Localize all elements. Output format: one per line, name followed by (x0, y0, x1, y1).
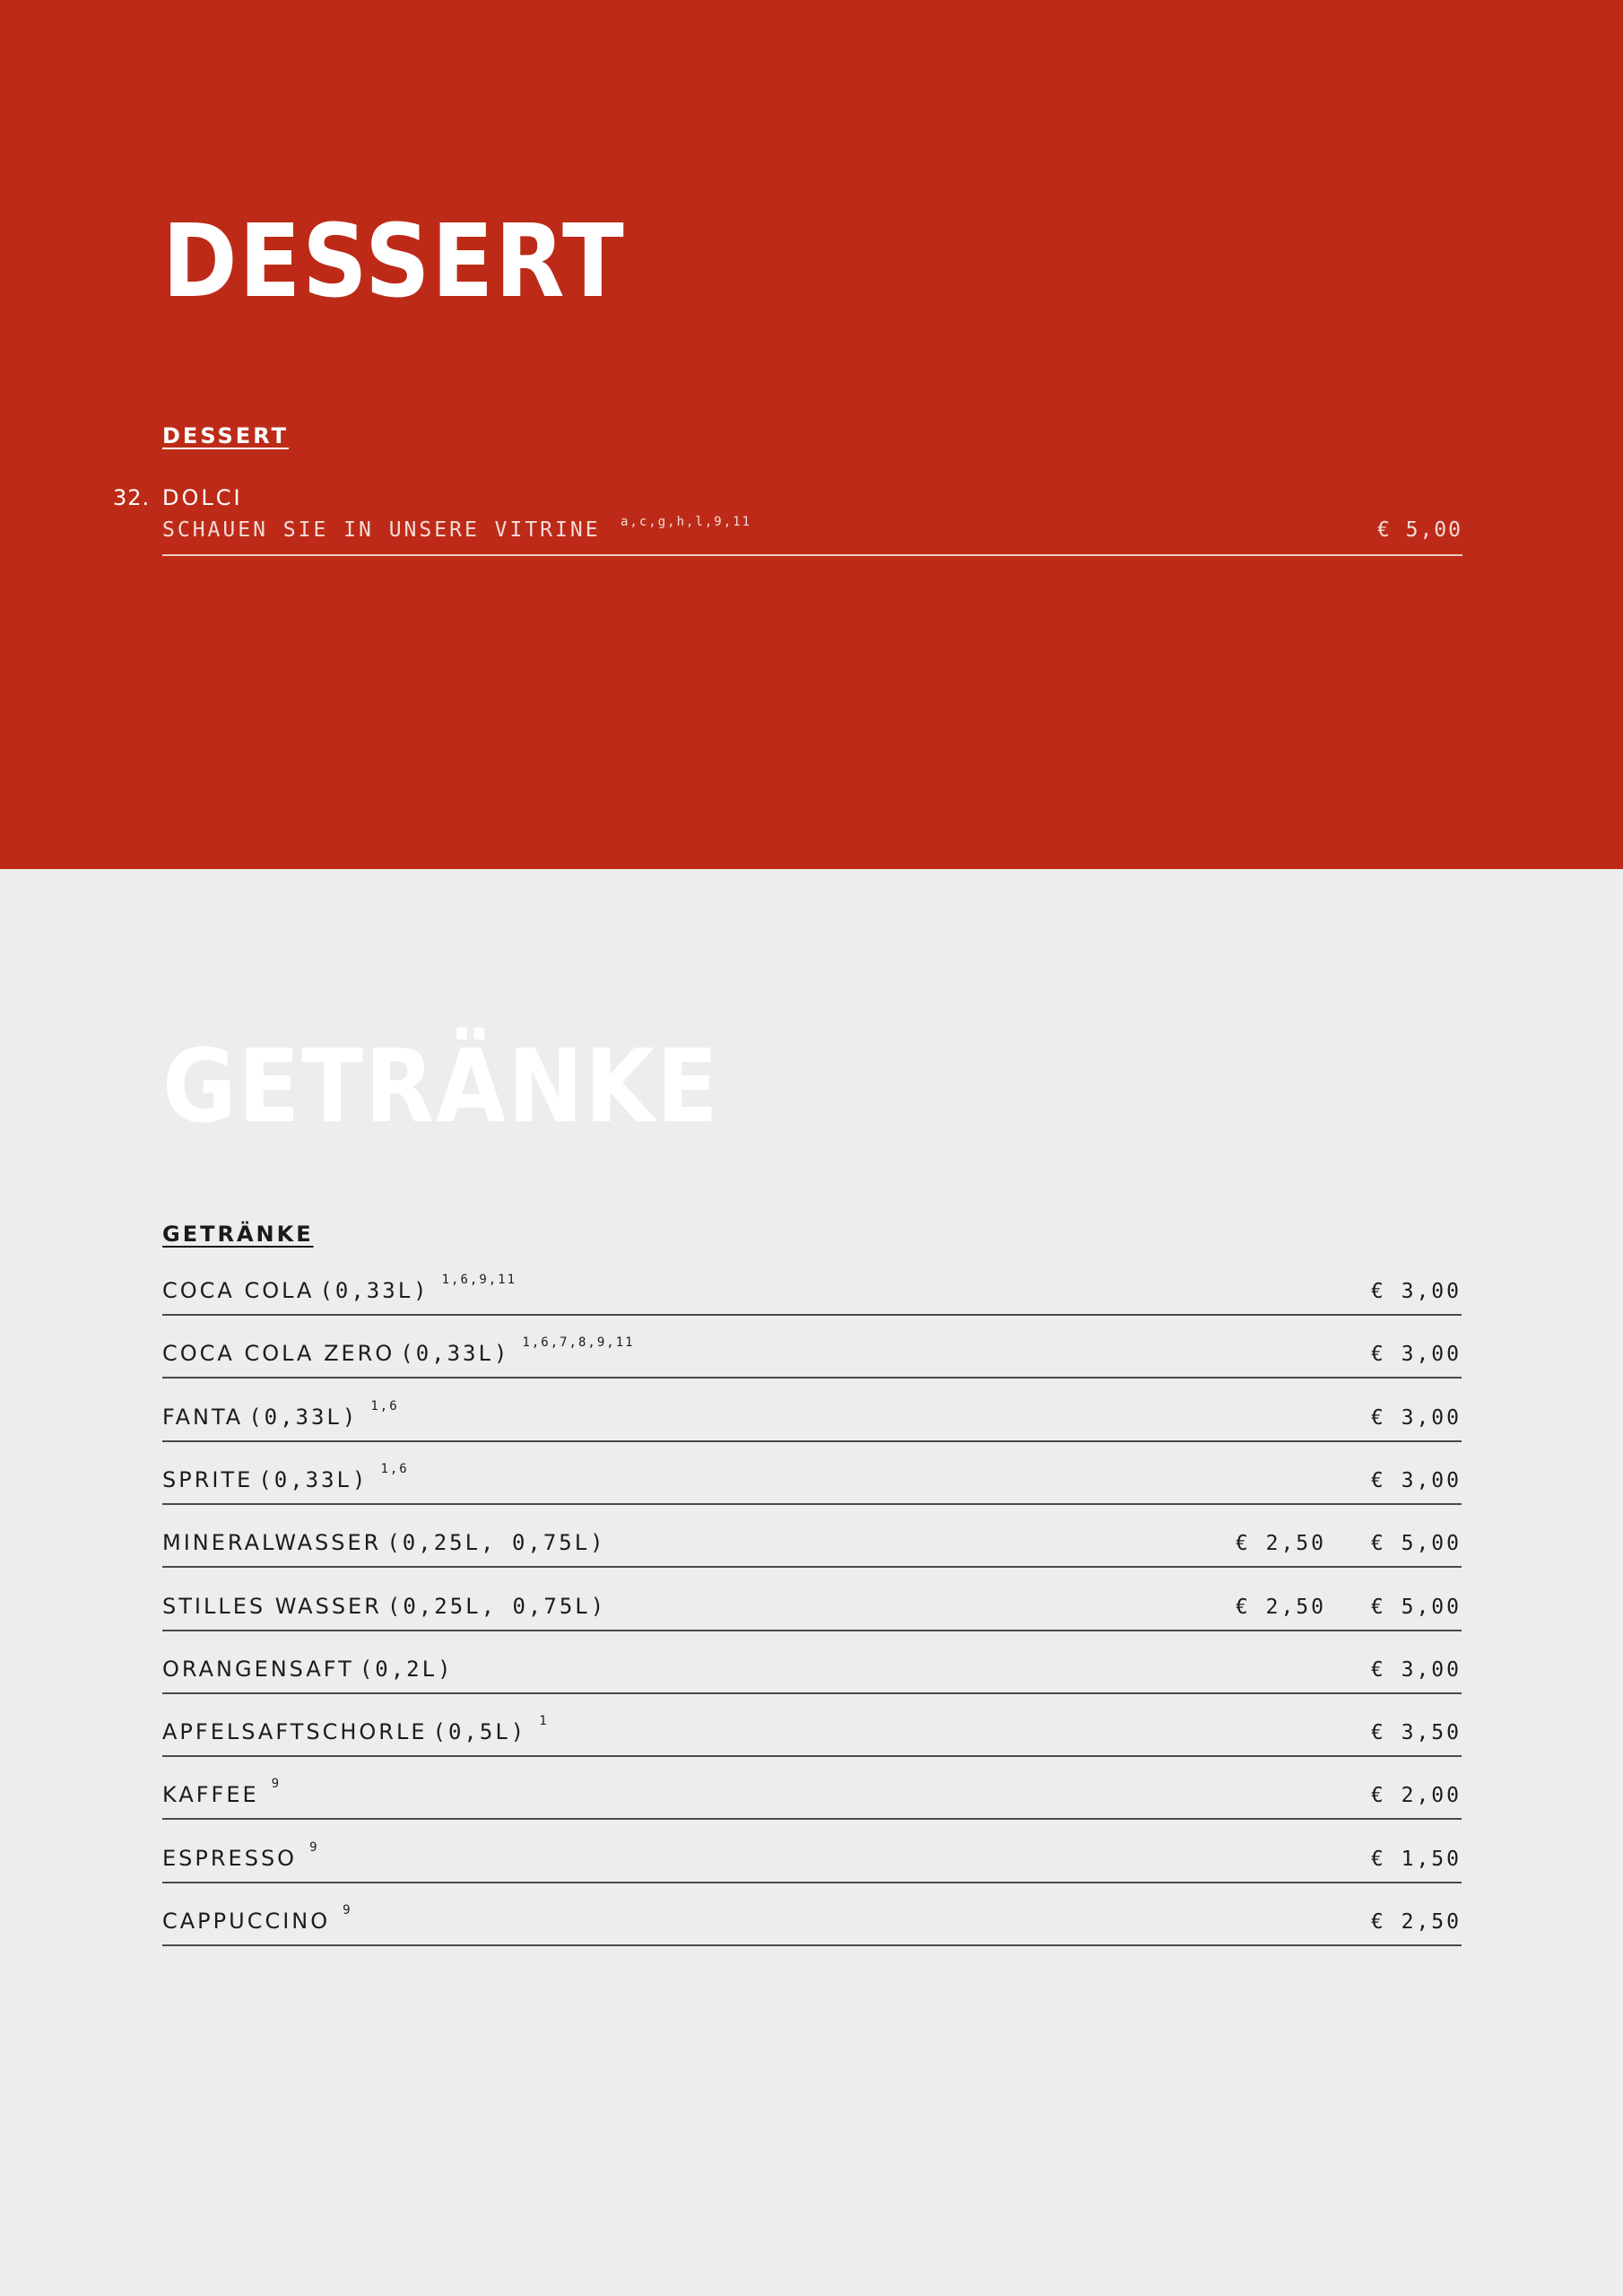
drink-row (162, 1567, 1462, 1631)
drink-size: (0,25L, 0,75L) (386, 1593, 607, 1619)
item-description: SCHAUEN SIE IN UNSERE VITRINE (162, 518, 601, 542)
drink-size: (0,33L) (258, 1466, 369, 1492)
drink-price: € 3,00 (1370, 1405, 1462, 1430)
drink-row (162, 1755, 1462, 1820)
dessert-subheading: DESSERT (162, 423, 289, 448)
drink-name-text: COCA COLA ZERO (162, 1341, 395, 1367)
drink-price: € 3,00 (1370, 1343, 1462, 1367)
drink-price: € 3,00 (1370, 1468, 1462, 1492)
drink-price: € 3,00 (1370, 1657, 1462, 1682)
drink-row (162, 1692, 1462, 1757)
drink-row (162, 1882, 1462, 1946)
drink-price: € 2,00 (1370, 1784, 1462, 1808)
item-price: € 5,00 (1376, 518, 1462, 542)
drink-allergens: 9 (343, 1903, 352, 1918)
drink-row (162, 1440, 1462, 1505)
drink-allergens: 1,6,9,11 (441, 1273, 517, 1287)
item-name: DOLCI (162, 485, 243, 510)
drink-name-text: KAFFEE (162, 1782, 259, 1808)
drinks-title: GETRÄNKE (162, 1029, 720, 1145)
drink-price-small: € 2,50 (1235, 1532, 1326, 1556)
drink-name (162, 1398, 399, 1430)
drink-price-small: € 2,50 (1235, 1595, 1326, 1619)
drink-price: € 2,50 (1370, 1910, 1462, 1934)
drink-allergens: 1 (539, 1714, 549, 1729)
dessert-section (0, 0, 1623, 869)
item-number: 32. (113, 485, 151, 510)
drink-size: (0,5L) (432, 1719, 527, 1745)
drink-name-text: ORANGENSAFT (162, 1656, 354, 1682)
drink-row (162, 1378, 1462, 1442)
drink-name (162, 1461, 409, 1492)
drink-name-text: COCA COLA (162, 1278, 315, 1303)
drink-name-text: ESPRESSO (162, 1845, 298, 1871)
drink-row (162, 1630, 1462, 1694)
drink-name-text: APFELSAFTSCHORLE (162, 1719, 428, 1745)
drink-price: € 1,50 (1370, 1847, 1462, 1871)
drink-size: (0,25L, 0,75L) (386, 1530, 606, 1556)
drink-name (162, 1903, 352, 1934)
drink-name-text: MINERALWASSER (162, 1530, 382, 1556)
drink-allergens: 1,6,7,8,9,11 (522, 1335, 635, 1351)
drink-name (162, 1839, 319, 1871)
drink-price: € 3,50 (1370, 1721, 1462, 1745)
drink-name (162, 1714, 549, 1745)
drink-name (162, 1594, 606, 1619)
drink-row (162, 1503, 1462, 1568)
drink-price: € 3,00 (1370, 1280, 1462, 1303)
drink-size: (0,33L) (248, 1404, 359, 1430)
drink-name-text: CAPPUCCINO (162, 1909, 331, 1934)
dessert-title: DESSERT (162, 204, 626, 320)
drink-row (162, 1314, 1462, 1378)
drink-allergens: 9 (309, 1839, 319, 1855)
drink-price: € 5,00 (1370, 1532, 1462, 1556)
item-divider (162, 554, 1462, 556)
drink-size: (0,2L) (359, 1656, 454, 1682)
drink-name (162, 1273, 517, 1303)
drink-price: € 5,00 (1370, 1595, 1462, 1619)
drink-allergens: 1,6 (380, 1461, 409, 1476)
drink-allergens: 1,6 (370, 1398, 399, 1413)
drink-name-text: STILLES WASSER (162, 1593, 382, 1619)
drink-row (162, 1251, 1462, 1316)
drink-size: (0,33L) (319, 1278, 430, 1303)
drink-allergens: 9 (271, 1777, 282, 1792)
drink-name-text: FANTA (162, 1404, 244, 1430)
drink-name (162, 1530, 606, 1555)
item-allergens: a,c,g,h,l,9,11 (621, 515, 752, 529)
drinks-subheading: GETRÄNKE (162, 1222, 314, 1247)
drink-name (162, 1657, 454, 1682)
drink-name (162, 1777, 282, 1808)
drink-name-text: SPRITE (162, 1466, 254, 1492)
drink-size: (0,33L) (400, 1341, 510, 1367)
drink-name (162, 1335, 635, 1367)
drink-row (162, 1819, 1462, 1883)
